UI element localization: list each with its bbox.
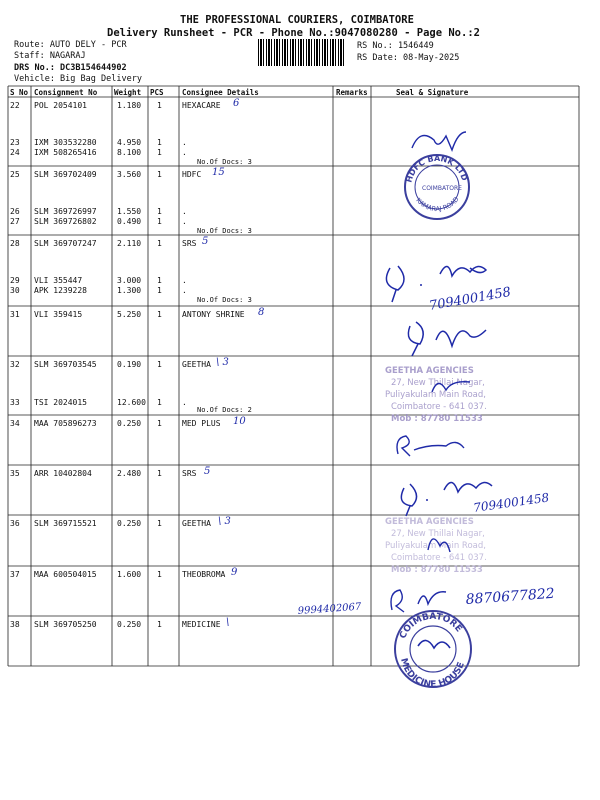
row-consignee: THEOBROMA xyxy=(182,570,226,579)
row-pcs: 1 xyxy=(157,398,162,407)
row-mark: 9 xyxy=(231,567,238,578)
route-label: Route: AUTO DELY - PCR xyxy=(14,40,127,50)
row-consignment: SLM 369726802 xyxy=(34,217,97,226)
row-consignee: . xyxy=(182,138,187,147)
row-consignee: MEDICINE xyxy=(182,620,221,629)
row-sno: 38 xyxy=(10,620,20,629)
row-pcs: 1 xyxy=(157,170,162,179)
signature-geetha-2 xyxy=(428,539,450,552)
row-consignment: SLM 369703545 xyxy=(34,360,97,369)
signature-med-plus xyxy=(397,436,464,456)
row-weight: 12.600 xyxy=(117,398,146,407)
geetha-stamp-1 xyxy=(385,366,487,424)
runsheet-subtitle: Delivery Runsheet - PCR - Phone No.:9047080280 - Page No.:2 xyxy=(107,27,480,39)
row-consignee: SRS xyxy=(182,469,197,478)
row-consignee: . xyxy=(182,398,187,407)
row-sno: 37 xyxy=(10,570,20,579)
row-consignment: SLM 369705250 xyxy=(34,620,97,629)
row-weight: 1.600 xyxy=(117,570,142,579)
row-sno: 34 xyxy=(10,419,20,428)
row-consignment: POL 2054101 xyxy=(34,101,87,110)
handwritten-phone-4: 8870677822 xyxy=(465,585,556,608)
row-pcs: 1 xyxy=(157,469,162,478)
row-consignee: GEETHA xyxy=(182,519,211,528)
row-pcs: 1 xyxy=(157,207,162,216)
row-consignment: VLI 355447 xyxy=(34,276,83,285)
docs-count: No.Of Docs: 2 xyxy=(197,406,252,414)
row-pcs: 1 xyxy=(157,286,162,295)
row-weight: 0.250 xyxy=(117,519,142,528)
row-sno: 31 xyxy=(10,310,20,319)
staff-label: Staff: NAGARAJ xyxy=(14,51,86,61)
signature-srs xyxy=(386,266,486,302)
geetha-stamp-line4: Coimbatore - 641 037. xyxy=(391,402,487,412)
row-mark: 6 xyxy=(233,98,240,109)
row-weight: 0.490 xyxy=(117,217,142,226)
row-pcs: 1 xyxy=(157,138,162,147)
handwritten-phone-1: 7094001458 xyxy=(428,284,513,314)
svg-text:COIMBATORE xyxy=(398,612,463,640)
row-sno: 27 xyxy=(10,217,20,226)
row-consignee: ANTONY SHRINE xyxy=(182,310,245,319)
row-weight: 0.250 xyxy=(117,419,142,428)
row-consignment: SLM 369707247 xyxy=(34,239,97,248)
row-weight: 5.250 xyxy=(117,310,142,319)
geetha-stamp-2-line2: 27, New Thillai Nagar, xyxy=(391,529,485,539)
drs-label: DRS No.: DC3B154644902 xyxy=(14,63,127,73)
medicine-stamp-city: COIMBATORE xyxy=(398,611,464,641)
row-sno: 29 xyxy=(10,276,20,285)
row-pcs: 1 xyxy=(157,239,162,248)
col-sno: S No xyxy=(10,88,29,97)
row-sno: 23 xyxy=(10,138,20,147)
row-weight: 8.100 xyxy=(117,148,142,157)
svg-text:HDFC BANK LTD xyxy=(404,154,469,184)
row-weight: 4.950 xyxy=(117,138,142,147)
row-pcs: 1 xyxy=(157,419,162,428)
row-mark: \ 3 xyxy=(216,357,229,368)
row-consignment: ARR 10402804 xyxy=(34,469,92,478)
row-sno: 33 xyxy=(10,398,20,407)
row-pcs: 1 xyxy=(157,620,162,629)
vehicle-label: Vehicle: Big Bag Delivery xyxy=(14,74,142,84)
row-sno: 22 xyxy=(10,101,20,110)
row-consignment: VLI 359415 xyxy=(34,310,83,319)
docs-count: No.Of Docs: 3 xyxy=(197,296,252,304)
row-sno: 25 xyxy=(10,170,20,179)
row-consignee: MED PLUS xyxy=(182,419,221,428)
row-pcs: 1 xyxy=(157,310,162,319)
row-consignee: . xyxy=(182,276,187,285)
row-weight: 0.250 xyxy=(117,620,142,629)
company-title: THE PROFESSIONAL COURIERS, COIMBATORE xyxy=(180,14,414,26)
signature-geetha-1 xyxy=(432,382,470,392)
row-consignment: SLM 369726997 xyxy=(34,207,97,216)
row-mark: 15 xyxy=(212,167,225,178)
row-mark: 5 xyxy=(204,466,211,477)
row-sno: 36 xyxy=(10,519,20,528)
row-pcs: 1 xyxy=(157,519,162,528)
row-weight: 1.180 xyxy=(117,101,142,110)
medicine-house-stamp xyxy=(395,611,471,690)
row-consignee: HDFC xyxy=(182,170,202,179)
geetha-stamp-line3: Puliyakulam Main Road, xyxy=(385,390,486,400)
row-weight: 2.110 xyxy=(117,239,142,248)
signature-hexacare xyxy=(412,132,466,150)
geetha-stamp-2-mob: Mob : 87780 11533 xyxy=(391,565,483,575)
handwritten-phone-3: 9994402067 xyxy=(297,601,362,617)
row-pcs: 1 xyxy=(157,148,162,157)
row-consignee: . xyxy=(182,286,187,295)
row-pcs: 1 xyxy=(157,217,162,226)
row-consignment: SLM 369702409 xyxy=(34,170,97,179)
docs-count: No.Of Docs: 3 xyxy=(197,158,252,166)
row-consignment: TSI 2024015 xyxy=(34,398,87,407)
row-sno: 26 xyxy=(10,207,20,216)
row-pcs: 1 xyxy=(157,276,162,285)
rs-number: RS No.: 1546449 xyxy=(357,41,434,51)
svg-text:MEDICINE HOUSE xyxy=(398,657,467,690)
row-weight: 2.480 xyxy=(117,469,142,478)
signature-theobroma xyxy=(391,590,446,612)
signature-antony-shrine xyxy=(408,322,486,356)
barcode xyxy=(258,39,346,66)
hdfc-bank-stamp xyxy=(404,154,469,219)
row-sno: 30 xyxy=(10,286,20,295)
col-weight: Weight xyxy=(114,88,142,97)
svg-text:KAMARAJ ROAD xyxy=(414,195,460,213)
row-weight: 3.560 xyxy=(117,170,142,179)
row-pcs: 1 xyxy=(157,360,162,369)
geetha-stamp-2-line3: Puliyakulam Main Road, xyxy=(385,541,486,551)
row-sno: 24 xyxy=(10,148,20,157)
geetha-stamp-line2: 27, New Thillai Nagar, xyxy=(391,378,485,388)
row-pcs: 1 xyxy=(157,101,162,110)
row-consignee: . xyxy=(182,217,187,226)
row-consignee: . xyxy=(182,207,187,216)
hdfc-stamp-road: KAMARAJ ROAD xyxy=(414,195,461,214)
row-weight: 3.000 xyxy=(117,276,142,285)
row-sno: 28 xyxy=(10,239,20,248)
row-mark: \ xyxy=(226,617,230,628)
row-consignee: . xyxy=(182,148,187,157)
signature-srs-2 xyxy=(401,482,492,516)
row-consignment: MAA 600504015 xyxy=(34,570,97,579)
row-sno: 35 xyxy=(10,469,20,478)
geetha-stamp-line1: GEETHA AGENCIES xyxy=(385,366,474,376)
col-seal: Seal & Signature xyxy=(396,88,469,97)
row-consignment: IXM 303532280 xyxy=(34,138,97,147)
docs-count: No.Of Docs: 3 xyxy=(197,227,252,235)
hdfc-stamp-city: COIMBATORE xyxy=(422,185,462,192)
row-consignment: SLM 369715521 xyxy=(34,519,97,528)
geetha-stamp-2-line4: Coimbatore - 641 037. xyxy=(391,553,487,563)
col-remarks: Remarks xyxy=(336,88,368,97)
row-consignment: APK 1239228 xyxy=(34,286,87,295)
row-mark: \ 3 xyxy=(218,516,231,527)
geetha-stamp-2-line1: GEETHA AGENCIES xyxy=(385,517,474,527)
row-consignee: SRS xyxy=(182,239,197,248)
geetha-stamp-2 xyxy=(385,517,487,575)
col-consignee: Consignee Details xyxy=(182,88,259,97)
row-consignee: GEETHA xyxy=(182,360,211,369)
row-mark: 5 xyxy=(202,236,209,247)
row-mark: 8 xyxy=(258,307,265,318)
row-consignee: HEXACARE xyxy=(182,101,221,110)
row-mark: 10 xyxy=(233,416,246,427)
row-sno: 32 xyxy=(10,360,20,369)
row-pcs: 1 xyxy=(157,570,162,579)
handwritten-phone-2: 7094001458 xyxy=(472,490,551,515)
hdfc-stamp-text: HDFC BANK LTD xyxy=(404,153,470,184)
row-weight: 0.190 xyxy=(117,360,142,369)
row-weight: 1.300 xyxy=(117,286,142,295)
rs-date: RS Date: 08-May-2025 xyxy=(357,53,460,63)
medicine-stamp-name: MEDICINE HOUSE xyxy=(398,657,467,691)
col-pcs: PCS xyxy=(150,88,164,97)
geetha-stamp-mob: Mob : 87780 11533 xyxy=(391,414,483,424)
row-consignment: MAA 705896273 xyxy=(34,419,97,428)
col-consignment: Consignment No xyxy=(34,88,98,97)
row-weight: 1.550 xyxy=(117,207,142,216)
row-consignment: IXM 508265416 xyxy=(34,148,97,157)
